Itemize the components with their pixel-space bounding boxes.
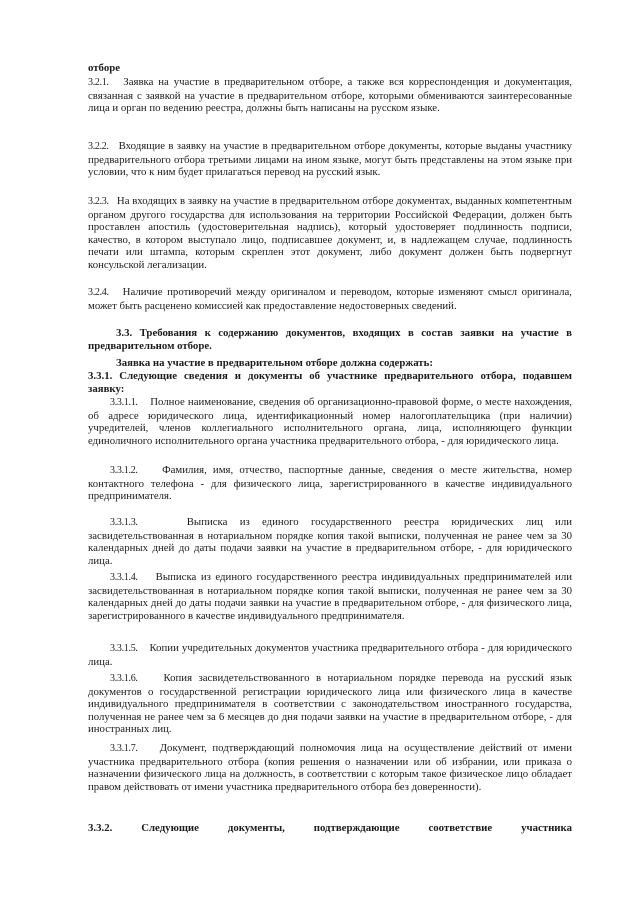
subsection-word: документы,	[227, 822, 285, 834]
subsection-word: подтверждающие	[313, 822, 400, 834]
subsection-word: Следующие	[141, 822, 199, 834]
paragraph-text: Входящие в заявку на участие в предварительном отборе документы, которые выданы участнику предварительного отбора третьими лицами на ином языке, могут быть представлены на этом языке при условии, что к ним будет прилагаться перевод на русский язык.	[88, 140, 572, 179]
subsection-word: участника	[521, 822, 572, 834]
item-number: 3.3.1.7.	[110, 743, 138, 754]
paragraph-3-2-1	[88, 76, 572, 128]
item-3-3-1-1	[88, 396, 572, 462]
item-text: Полное наименование, сведения об организационно-правовой форме, о месте нахождения, об адресе юридического лица, идентификационный номер налогоплательщика (при наличии) учредителей, членов коллегиального исполнительного органа, лица, исполняющего функции единоличного исполнительного органа участника предварительного отбора, - для юридического лица.	[88, 396, 573, 447]
paragraph-3-2-2	[88, 140, 572, 192]
subsection-number: 3.3.1.	[88, 370, 113, 382]
item-number: 3.3.1.2.	[110, 465, 138, 476]
subsection-3-3-1	[88, 370, 572, 395]
paragraph-number: 3.2.4.	[88, 287, 109, 298]
paragraph-text: На входящих в заявку на участие в предварительном отборе документах, выданных компетентным органом другого государства для использования на территории Российской Федерации, должен быть проставлен апостиль (удостоверительная надпись), который удостоверяет подлинность подписи, качество, в котором выступало лицо, подписавшее документ, и, в надлежащем случае, подлинность печати или штампа, которым скреплен этот документ, либо документ должен быть подвергнут консульской легализации.	[88, 195, 572, 271]
item-3-3-1-5	[88, 642, 572, 670]
subsection-text: Следующие сведения и документы об участнике предварительного отбора, подавшем заявку:	[88, 370, 573, 395]
paragraph-number: 3.2.2.	[88, 141, 109, 152]
heading-tail: отборе	[88, 62, 121, 74]
item-text: Выписка из единого государственного реестра юридических лиц или засвидетельствованная в нотариальном порядке копия такой выписки, полученная не ранее чем за 30 календарных дней до даты подачи заявки на участие в предварительном отборе, - для юридического лица.	[88, 516, 572, 567]
item-text: Выписка из единого государственного реестра индивидуальных предпринимателей или засвидетельствованная в нотариальном порядке копия такой выписки, полученная не ранее чем за 30 календарных дней до даты подачи заявки на участие в предварительном отборе, - для физического лица, зарегистрированного в качестве индивидуального предпринимателя.	[88, 571, 573, 622]
item-number: 3.3.1.3.	[110, 517, 138, 528]
item-number: 3.3.1.5.	[110, 643, 138, 654]
paragraph-number: 3.2.3.	[88, 196, 109, 207]
item-text: Копия засвидетельствованного в нотариальном порядке перевода на русский язык документов о государственной регистрации юридического лица или физического лица в качестве индивидуального предпринимателя в соответствии с законодательством иностранного государства, полученная не ранее чем за 6 месяцев до дня подачи заявки на участие в предварительном отборе, - для иностранных лиц.	[88, 672, 572, 736]
subsection-word: соответствие	[428, 822, 493, 834]
item-number: 3.3.1.1.	[110, 397, 138, 408]
item-3-3-1-3	[88, 516, 572, 568]
subsection-number: 3.3.2.	[88, 822, 113, 834]
subsection-3-3-2	[88, 822, 572, 835]
item-number: 3.3.1.4.	[110, 572, 138, 583]
paragraph-3-2-4	[88, 286, 572, 314]
paragraph-text: Заявка на участие в предварительном отборе, а также вся корреспонденция и документация, связанная с заявкой на участие в предварительном отборе, которыми обмениваются заинтересованные лица и орган по ведению реестра, должны быть написаны на русском языке.	[88, 76, 572, 115]
item-text: Копии учредительных документов участника предварительного отбора - для юридического лица.	[88, 642, 573, 668]
item-3-3-1-4	[88, 571, 572, 637]
item-text: Документ, подтверждающий полномочия лица на осуществление действий от имени участника предварительного отбора (копия решения о назначении или об избрании, или приказа о назначении физического лица на должность, в соответствии с которым такое физическое лицо обладает правом действовать от имени участника предварительного отбора без доверенности).	[88, 742, 572, 793]
item-text: Фамилия, имя, отчество, паспортные данные, сведения о месте жительства, номер контактного телефона - для физического лица, зарегистрированного в качестве индивидуального предпринимателя.	[88, 464, 573, 503]
paragraph-text: Наличие противоречий между оригиналом и переводом, которые изменяют смысл оригинала, может быть расценено комиссией как предоставление недостоверных сведений.	[88, 286, 572, 312]
item-3-3-1-2	[88, 464, 572, 506]
section-3-3-intro: Заявка на участие в предварительном отборе должна содержать:	[116, 357, 433, 369]
paragraph-3-2-3	[88, 195, 572, 285]
paragraph-number: 3.2.1.	[88, 77, 109, 88]
section-3-3-title: 3.3. Требования к содержанию документов, входящих в состав заявки на участие в предварительном отборе.	[88, 327, 572, 352]
item-number: 3.3.1.6.	[110, 673, 138, 684]
item-3-3-1-6	[88, 672, 572, 738]
item-3-3-1-7	[88, 742, 572, 808]
